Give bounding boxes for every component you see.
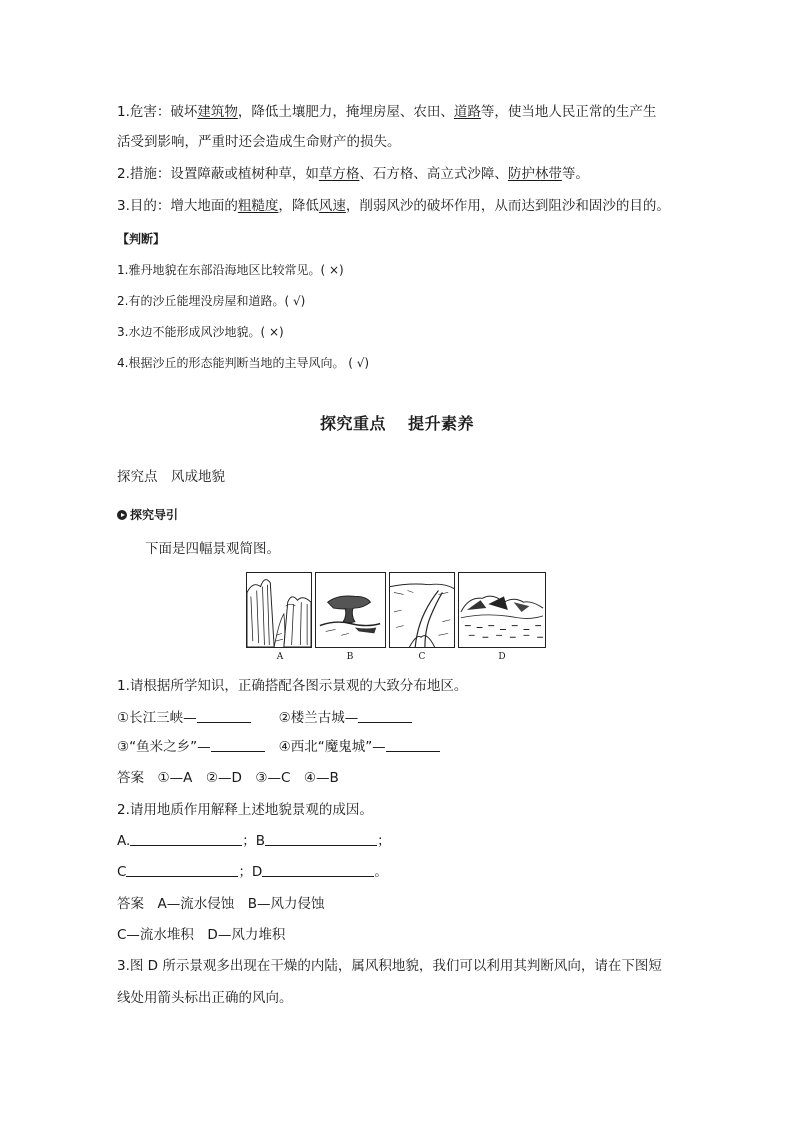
section-title-part-a: 探究重点 [319, 414, 386, 433]
q1-answer: 答案 ①—A ②—D ③—C ④—B [117, 770, 339, 786]
measures-prefix: 2.措施：设置障蔽或植树种草，如 [117, 166, 319, 182]
q2-blank-a[interactable] [130, 832, 242, 846]
figure-b-mushroom-rock [315, 572, 386, 648]
q1-text: 1.请根据所学知识，正确搭配各图示景观的大致分布地区。 [117, 678, 468, 694]
purpose-suffix: ，削弱风沙的破坏作用，从而达到阻沙和固沙的目的。 [345, 198, 670, 214]
q1-options-row-2 [117, 738, 440, 756]
q2-blank-d[interactable] [262, 863, 374, 877]
section-title [0, 411, 794, 434]
harm-underlined-buildings: 建筑物 [197, 104, 238, 120]
q1-option-2: ②楼兰古城— [278, 710, 359, 726]
judge-item-4: 4.根据沙丘的形态能判断当地的主导风向。 ( √) [117, 356, 370, 370]
q2-label-d: ；D [238, 864, 263, 880]
guide-heading-row [117, 506, 178, 524]
q2-answer-1: 答案 A—流水侵蚀 B—风力侵蚀 [117, 896, 325, 912]
q2-blank-c[interactable] [126, 863, 238, 877]
figure-label-a: A [276, 652, 284, 662]
harm-prefix: 1.危害：破坏 [117, 104, 198, 120]
q1-option-3: ③“鱼米之乡”— [117, 739, 211, 755]
figure-label-c: C [418, 652, 426, 662]
judge-item-2: 2.有的沙丘能埋没房屋和道路。( √) [117, 294, 306, 308]
q2-blank-b[interactable] [265, 832, 377, 846]
q2-answer-2: C—流水堆积 D—风力堆积 [117, 927, 286, 943]
judge-item-1: 1.雅丹地貌在东部沿海地区比较常见。( ×) [117, 263, 344, 277]
figure-d-sand-dunes [458, 572, 546, 648]
figure-a-gorge [246, 572, 312, 648]
purpose-line [117, 197, 670, 215]
purpose-underlined-roughness: 粗糙度 [237, 198, 279, 214]
q3-line-2: 线处用箭头标出正确的风向。 [117, 990, 293, 1006]
play-bullet-icon [117, 510, 127, 520]
q1-blank-3[interactable] [211, 738, 265, 752]
q1-option-1: ①长江三峡— [117, 710, 197, 726]
q2-label-b: ；B [242, 833, 266, 849]
q2-row-1-end: ； [377, 833, 391, 849]
q1-blank-1[interactable] [197, 709, 251, 723]
figure-label-b: B [346, 652, 354, 662]
q1-blank-2[interactable] [358, 709, 412, 723]
measures-text: 、石方格、高立式沙障、 [359, 166, 508, 182]
harm-text: ，降低土壤肥力，掩埋房屋、农田、 [237, 104, 454, 120]
harm-underlined-roads: 道路 [453, 104, 481, 120]
q1-options-row-1 [117, 709, 412, 727]
q1-option-4: ④西北“魔鬼城”— [278, 739, 386, 755]
measures-underlined-shelterbelt: 防护林带 [507, 166, 562, 182]
q1-blank-4[interactable] [386, 738, 440, 752]
figure-label-d: D [498, 652, 506, 662]
q2-label-c: C [117, 864, 127, 880]
q2-row-2 [117, 863, 388, 881]
measures-suffix: 等。 [561, 166, 589, 182]
judge-heading: 【判断】 [117, 232, 166, 246]
purpose-text: ，降低 [278, 198, 319, 214]
q2-label-a: A. [117, 833, 131, 849]
section-title-part-b: 提升素养 [408, 414, 475, 433]
harm-line-2: 活受到影响，严重时还会造成生命财产的损失。 [117, 134, 401, 150]
harm-text-end: 等，使当地人民正常的生产生 [480, 104, 657, 120]
harm-line-1 [117, 103, 656, 121]
measures-underlined-grass-grid: 草方格 [318, 166, 360, 182]
measures-line [117, 165, 589, 183]
purpose-underlined-windspeed: 风速 [318, 198, 346, 214]
judge-item-3: 3.水边不能形成风沙地貌。( ×) [117, 325, 284, 339]
figure-c-river-delta [389, 572, 455, 648]
q3-line-1: 3.图 D 所示景观多出现在干燥的内陆，属风积地貌，我们可以利用其判断风向，请在下图短 [117, 958, 662, 974]
q2-text: 2.请用地质作用解释上述地貌景观的成因。 [117, 802, 373, 818]
guide-heading: 探究导引 [130, 508, 179, 522]
q2-row-2-end: 。 [374, 864, 388, 880]
q2-row-1 [117, 832, 391, 850]
purpose-prefix: 3.目的：增大地面的 [117, 198, 238, 214]
landscape-figures [246, 572, 548, 662]
explore-point: 探究点 风成地貌 [117, 469, 225, 485]
intro-text: 下面是四幅景观简图。 [145, 541, 280, 557]
